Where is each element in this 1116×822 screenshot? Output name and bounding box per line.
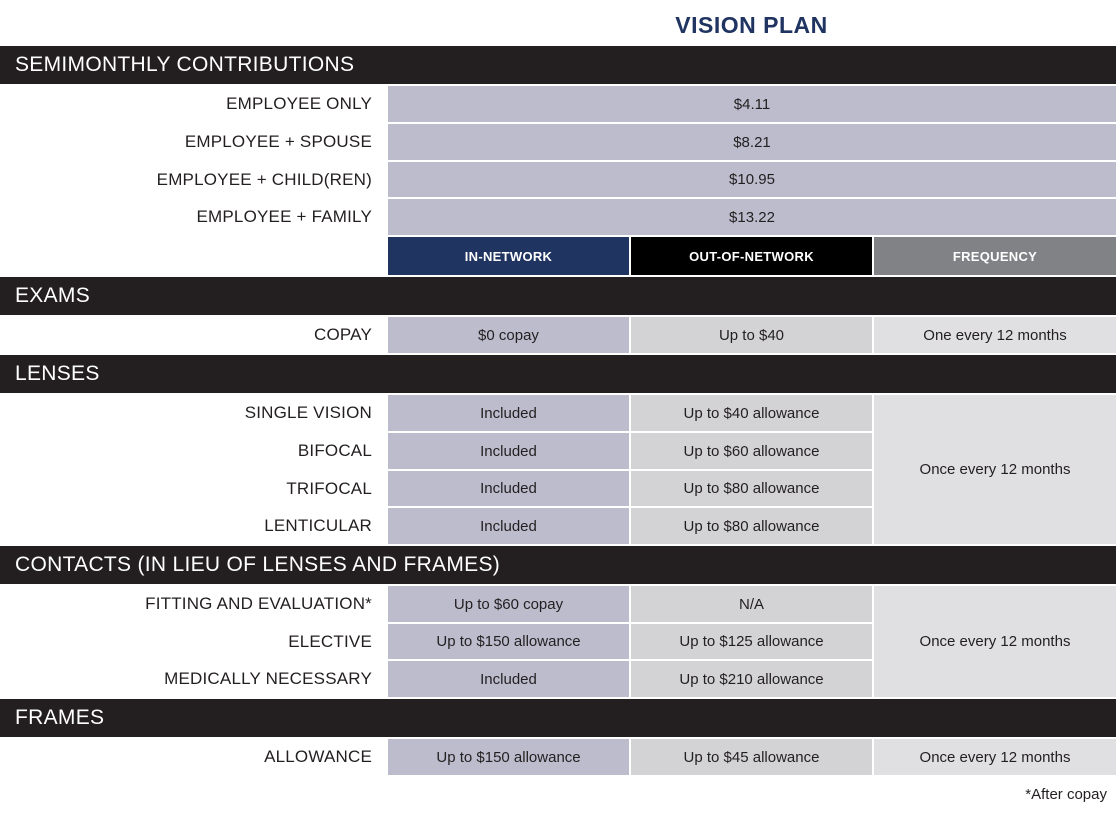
lens-in-network-value: Included [388, 395, 629, 431]
contact-in-network-value: Up to $60 copay [388, 586, 629, 622]
lens-label: BIFOCAL [297, 441, 372, 460]
contribution-label: EMPLOYEE ONLY [226, 94, 372, 113]
contribution-label: EMPLOYEE + FAMILY [196, 207, 372, 226]
contribution-value: $4.11 [388, 86, 1116, 122]
contribution-value: $8.21 [388, 124, 1116, 160]
lens-frequency-value: Once every 12 months [874, 395, 1116, 544]
frame-frequency-value: Once every 12 months [874, 739, 1116, 775]
lens-label: TRIFOCAL [286, 478, 372, 498]
contact-out-of-network-value: Up to $210 allowance [631, 661, 872, 697]
contact-frequency-value: Once every 12 months [874, 586, 1116, 697]
contact-out-of-network-value: N/A [631, 586, 872, 622]
contribution-value: $10.95 [388, 162, 1116, 197]
contact-out-of-network-value: Up to $125 allowance [631, 624, 872, 659]
lens-label: LENTICULAR [264, 516, 372, 535]
lens-in-network-value: Included [388, 471, 629, 506]
frame-in-network-value: Up to $150 allowance [388, 739, 629, 775]
lens-label: SINGLE VISION [244, 403, 372, 422]
lens-out-of-network-value: Up to $80 allowance [631, 471, 872, 506]
contact-in-network-value: Included [388, 661, 629, 697]
section-header-frames: FRAMES [0, 699, 1116, 737]
exam-in-network-value: $0 copay [388, 317, 629, 353]
contribution-label: EMPLOYEE + SPOUSE [184, 132, 372, 151]
column-header-frequency: FREQUENCY [874, 237, 1116, 275]
lens-in-network-value: Included [388, 433, 629, 469]
contact-in-network-value: Up to $150 allowance [388, 624, 629, 659]
column-header-in-network: IN-NETWORK [388, 237, 629, 275]
exam-frequency-value: One every 12 months [874, 317, 1116, 353]
lens-in-network-value: Included [388, 508, 629, 544]
section-header-contacts: CONTACTS (IN LIEU OF LENSES AND FRAMES) [0, 546, 1116, 584]
contribution-value: $13.22 [388, 199, 1116, 235]
frame-label: ALLOWANCE [264, 747, 372, 766]
lens-out-of-network-value: Up to $80 allowance [631, 508, 872, 544]
contact-label: ELECTIVE [288, 631, 372, 651]
exam-out-of-network-value: Up to $40 [631, 317, 872, 353]
page-title: VISION PLAN [675, 11, 828, 38]
lens-out-of-network-value: Up to $60 allowance [631, 433, 872, 469]
exam-label: COPAY [314, 325, 372, 344]
section-header-lenses: LENSES [0, 355, 1116, 393]
section-header-contributions: SEMIMONTHLY CONTRIBUTIONS [0, 46, 1116, 84]
column-header-out-of-network: OUT-OF-NETWORK [631, 237, 872, 275]
footnote: *After copay [1025, 785, 1107, 803]
contribution-label: EMPLOYEE + CHILD(REN) [156, 169, 372, 189]
frame-out-of-network-value: Up to $45 allowance [631, 739, 872, 775]
section-header-exams: EXAMS [0, 277, 1116, 315]
contact-label: FITTING AND EVALUATION* [145, 594, 372, 613]
lens-out-of-network-value: Up to $40 allowance [631, 395, 872, 431]
contact-label: MEDICALLY NECESSARY [164, 669, 372, 688]
